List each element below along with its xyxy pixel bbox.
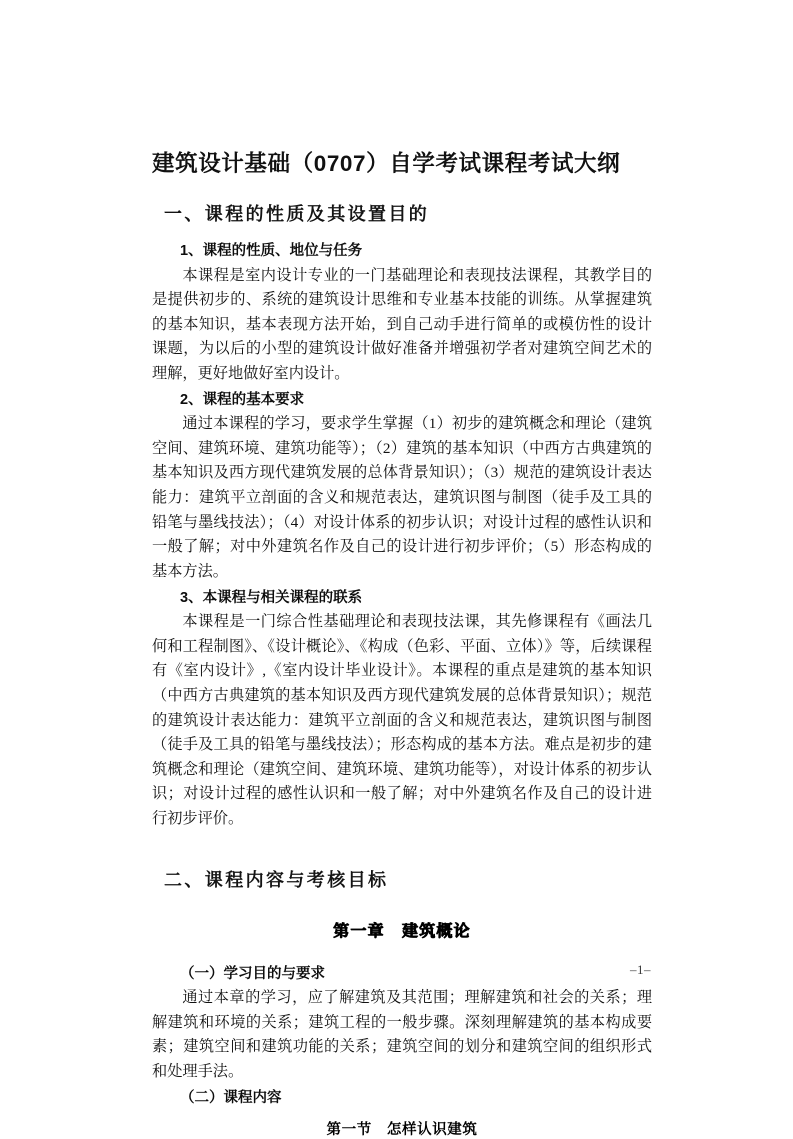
subsection-label-2: 2、课程的基本要求 bbox=[180, 391, 305, 408]
section-heading-one: 一、课程的性质及其设置目的 bbox=[164, 204, 430, 225]
subsection-label-3: 3、本课程与相关课程的联系 bbox=[180, 589, 363, 606]
subsection-body-2: 通过本课程的学习，要求学生掌握（1）初步的建筑概念和理论（建筑空间、建筑环境、建筑功能等）；（2）建筑的基本知识（中西方古典建筑的基本知识及西方现代建筑发展的总体背景知识）；（3）规范的建筑设计表达能力：建筑平立剖面的含义和规范表达，建筑识图与制图（徒手及工具的铅笔与墨线技法）；（4）对设计体系的初步认识；对设计过程的感性认识和一般了解；对中外建筑名作及自己的设计进行初步评价；（5）形态构成的基本方法。 bbox=[152, 415, 652, 580]
page-title: 建筑设计基础（0707）自学考试课程考试大纲 bbox=[152, 151, 621, 176]
page-number: –1– bbox=[630, 962, 651, 977]
chapter-heading: 第一章 建筑概论 bbox=[333, 922, 471, 940]
course-content-label: （二）课程内容 bbox=[180, 1089, 282, 1106]
subsection-body-3: 本课程是一门综合性基础理论和表现技法课，其先修课程有《画法几何和工程制图》、《设计概论》、《构成（色彩、平面、立体）》等，后续课程有《室内设计》,《室内设计毕业设计》。本课程的重点是建筑的基本知识（中西方古典建筑的基本知识及西方现代建筑发展的总体背景知识）；规范的建筑设计表达能力：建筑平立剖面的含义和规范表达，建筑识图与制图（徒手及工具的铅笔与墨线技法）；形态构成的基本方法。难点是初步的建筑概念和理论（建筑空间、建筑环境、建筑功能等），对设计体系的初步认识；对设计过程的感性认识和一般了解；对中外建筑名作及自己的设计进行初步评价。 bbox=[152, 613, 652, 828]
course-section-heading: 第一节 怎样认识建筑 bbox=[326, 1122, 478, 1139]
section-heading-two: 二、课程内容与考核目标 bbox=[164, 869, 389, 890]
document-content bbox=[152, 150, 652, 1139]
subsection-body-1: 本课程是室内设计专业的一门基础理论和表现技法课程，其教学目的是提供初步的、系统的建筑设计思维和专业基本技能的训练。从掌握建筑的基本知识，基本表现方法开始，到自己动手进行简单的或模仿性的设计课题，为以后的小型的建筑设计做好准备并增强初学者对建筑空间艺术的理解，更好地做好室内设计。 bbox=[152, 266, 652, 383]
subsection-label-1: 1、课程的性质、地位与任务 bbox=[180, 243, 363, 260]
learning-goals-body: 通过本章的学习，应了解建筑及其范围；理解建筑和社会的关系；理解建筑和环境的关系；建筑工程的一般步骤。深刻理解建筑的基本构成要素；建筑空间和建筑功能的关系；建筑空间的划分和建筑空间的组织形式和处理手法。 bbox=[152, 989, 652, 1081]
learning-goals-label: （一）学习目的与要求 bbox=[180, 965, 325, 982]
